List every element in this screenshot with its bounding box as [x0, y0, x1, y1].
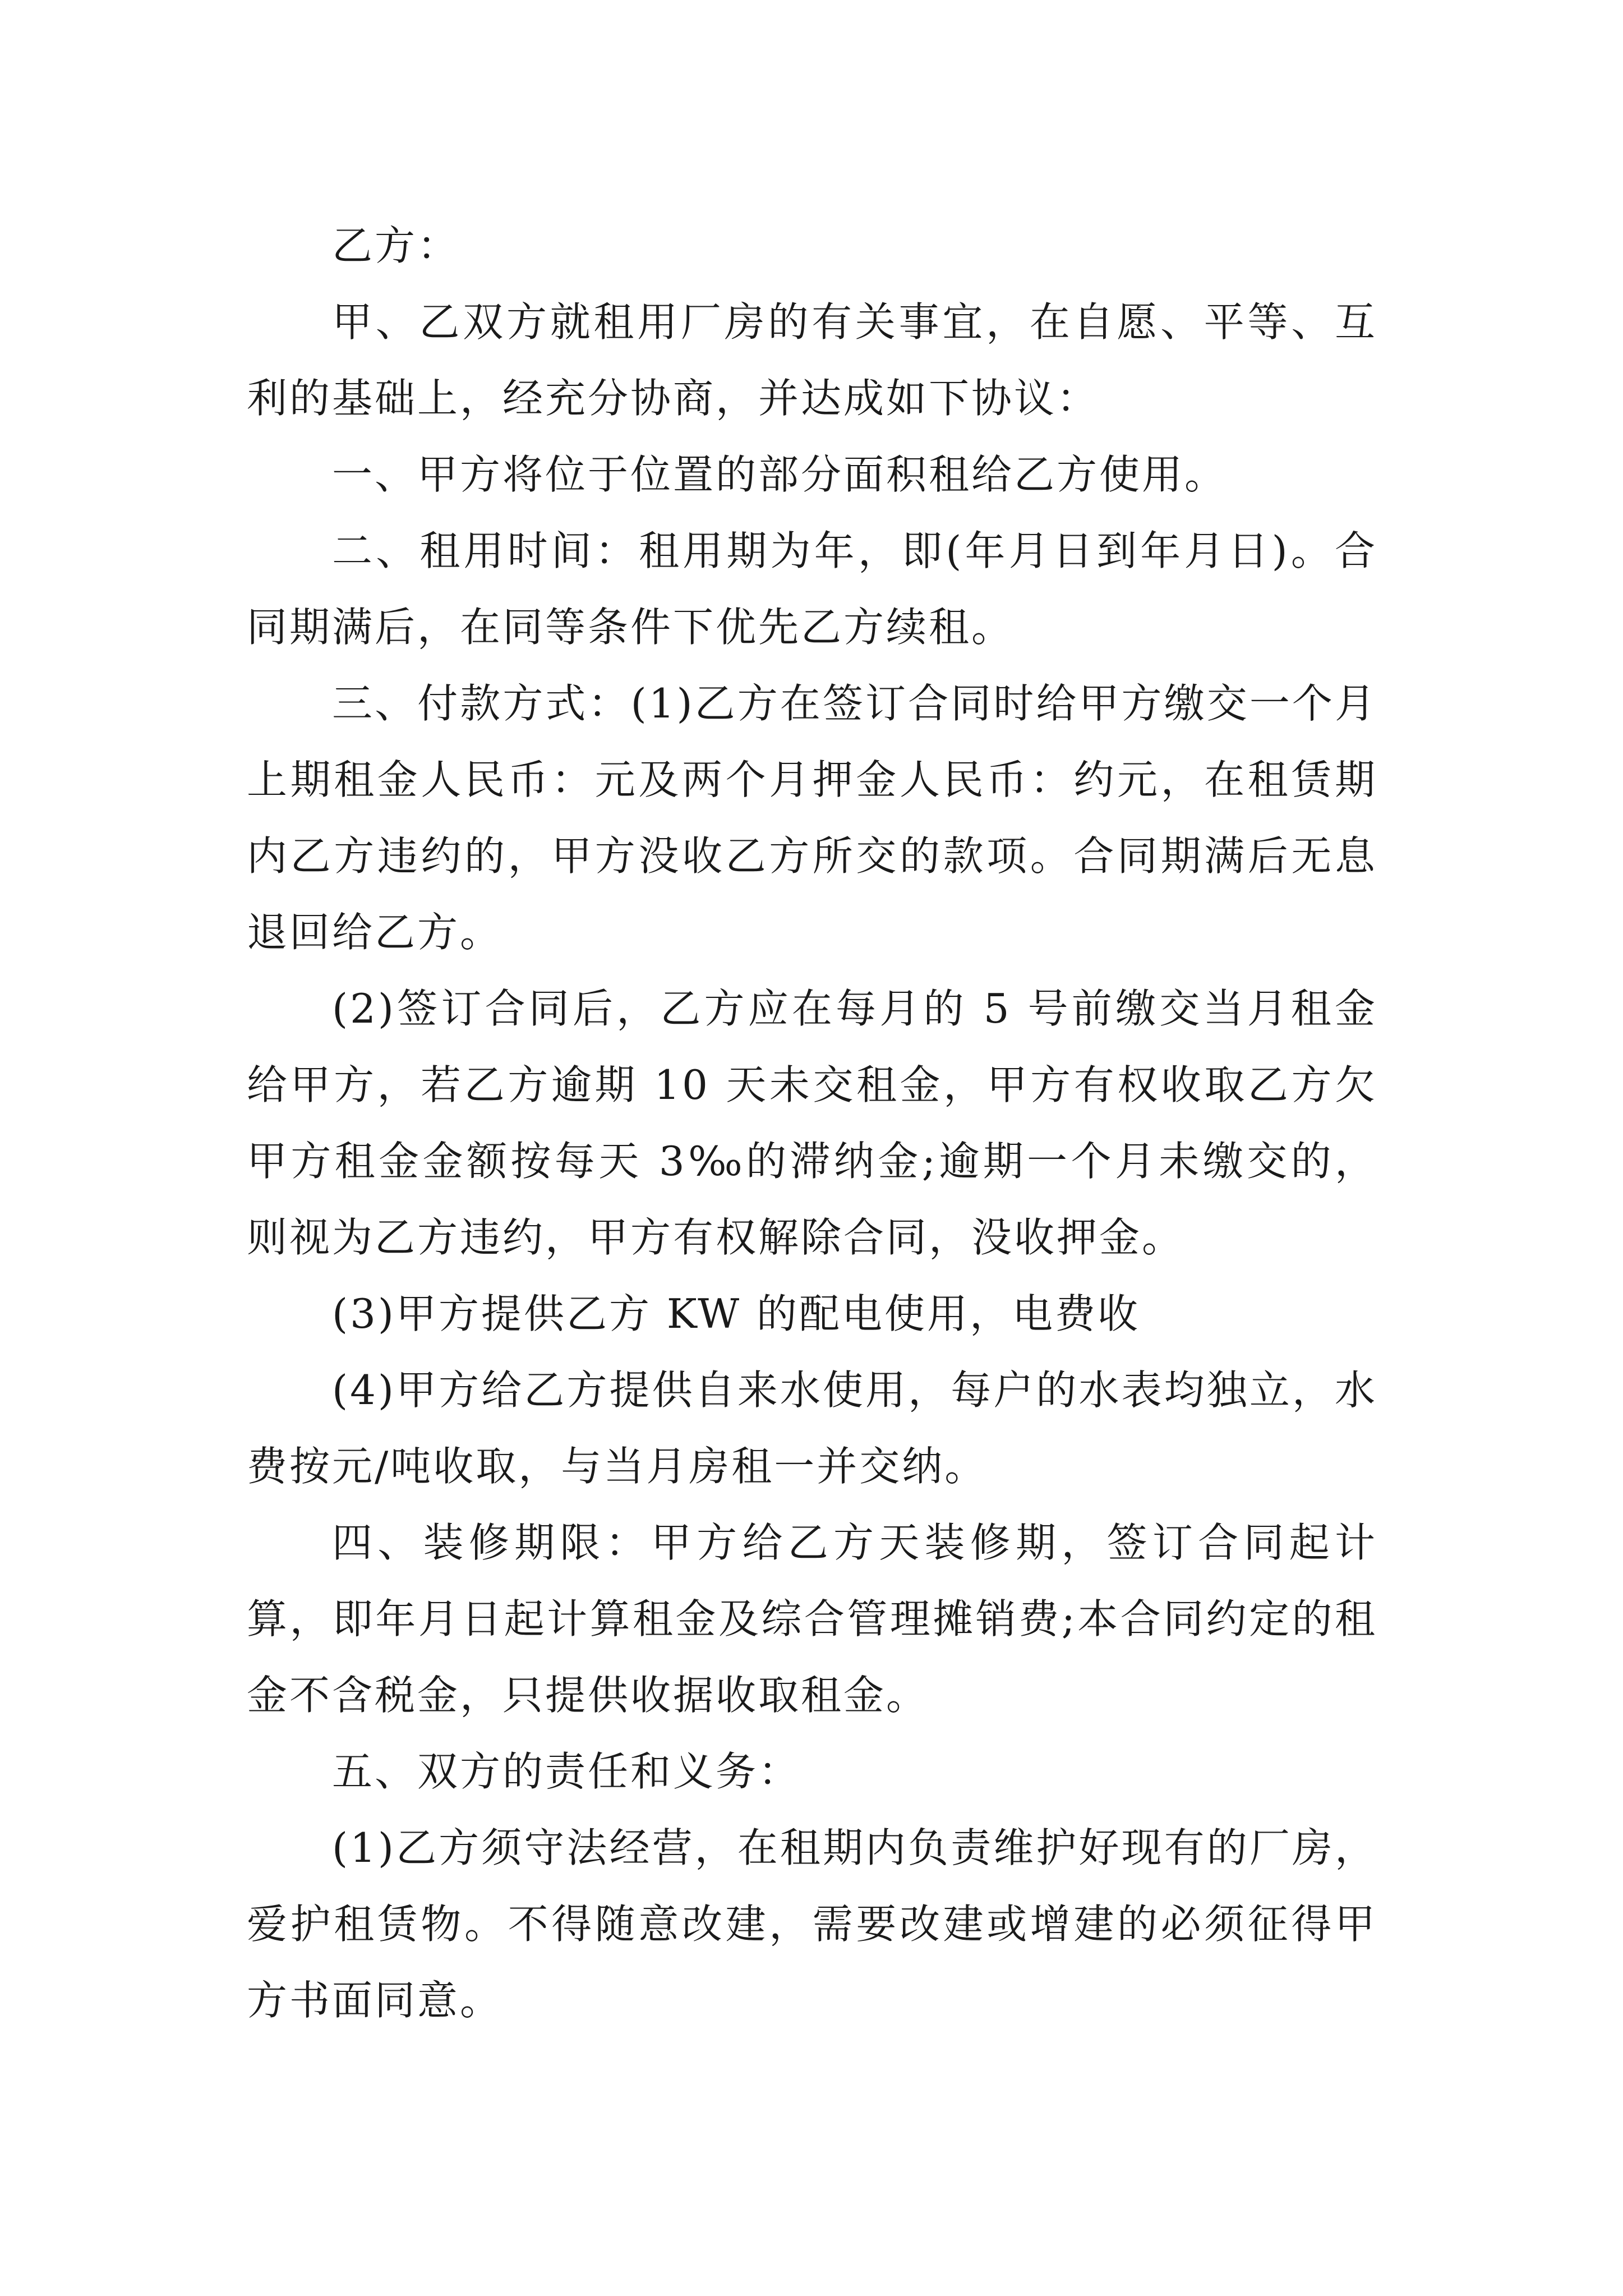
paragraph-party-b: 乙方： [332, 222, 460, 269]
contract-body [247, 208, 1377, 2039]
paragraph-clause-4: 四、装修期限：甲方给乙方天装修期，签订合同起计算，即年月日起计算租金及综合管理摊销费;本合同约定的租金不含税金，只提供收据收取租金。 [247, 1519, 1377, 1719]
paragraph-clause-1: 一、甲方将位于位置的部分面积租给乙方使用。 [332, 451, 1228, 498]
paragraph-clause-2: 二、租用时间：租用期为年，即(年月日到年月日)。合同期满后，在同等条件下优先乙方续租。 [247, 527, 1377, 651]
paragraph-clause-5: 五、双方的责任和义务： [332, 1748, 801, 1795]
paragraph-clause-3-4: (4)甲方给乙方提供自来水使用，每户的水表均独立，水费按元/吨收取，与当月房租一并交纳。 [247, 1366, 1377, 1490]
paragraph-clause-3-3: (3)甲方提供乙方 KW 的配电使用，电费收 [332, 1290, 1140, 1337]
paragraph-clause-3: 三、付款方式：(1)乙方在签订合同时给甲方缴交一个月上期租金人民币：元及两个月押金人民币：约元，在租赁期内乙方违约的，甲方没收乙方所交的款项。合同期满后无息退回给乙方。 [247, 680, 1377, 956]
paragraph-clause-3-2: (2)签订合同后，乙方应在每月的 5 号前缴交当月租金给甲方，若乙方逾期 10 天未交租金，甲方有权收取乙方欠甲方租金金额按每天 3‰的滞纳金;逾期一个月未缴交的，则视为乙方违约，甲方有权解除合同，没收押金。 [247, 985, 1377, 1261]
paragraph-clause-5-1: (1)乙方须守法经营，在租期内负责维护好现有的厂房，爱护租赁物。不得随意改建，需要改建或增建的必须征得甲方书面同意。 [247, 1824, 1377, 2024]
paragraph-preamble: 甲、乙双方就租用厂房的有关事宜，在自愿、平等、互利的基础上，经充分协商，并达成如下协议： [247, 298, 1377, 422]
